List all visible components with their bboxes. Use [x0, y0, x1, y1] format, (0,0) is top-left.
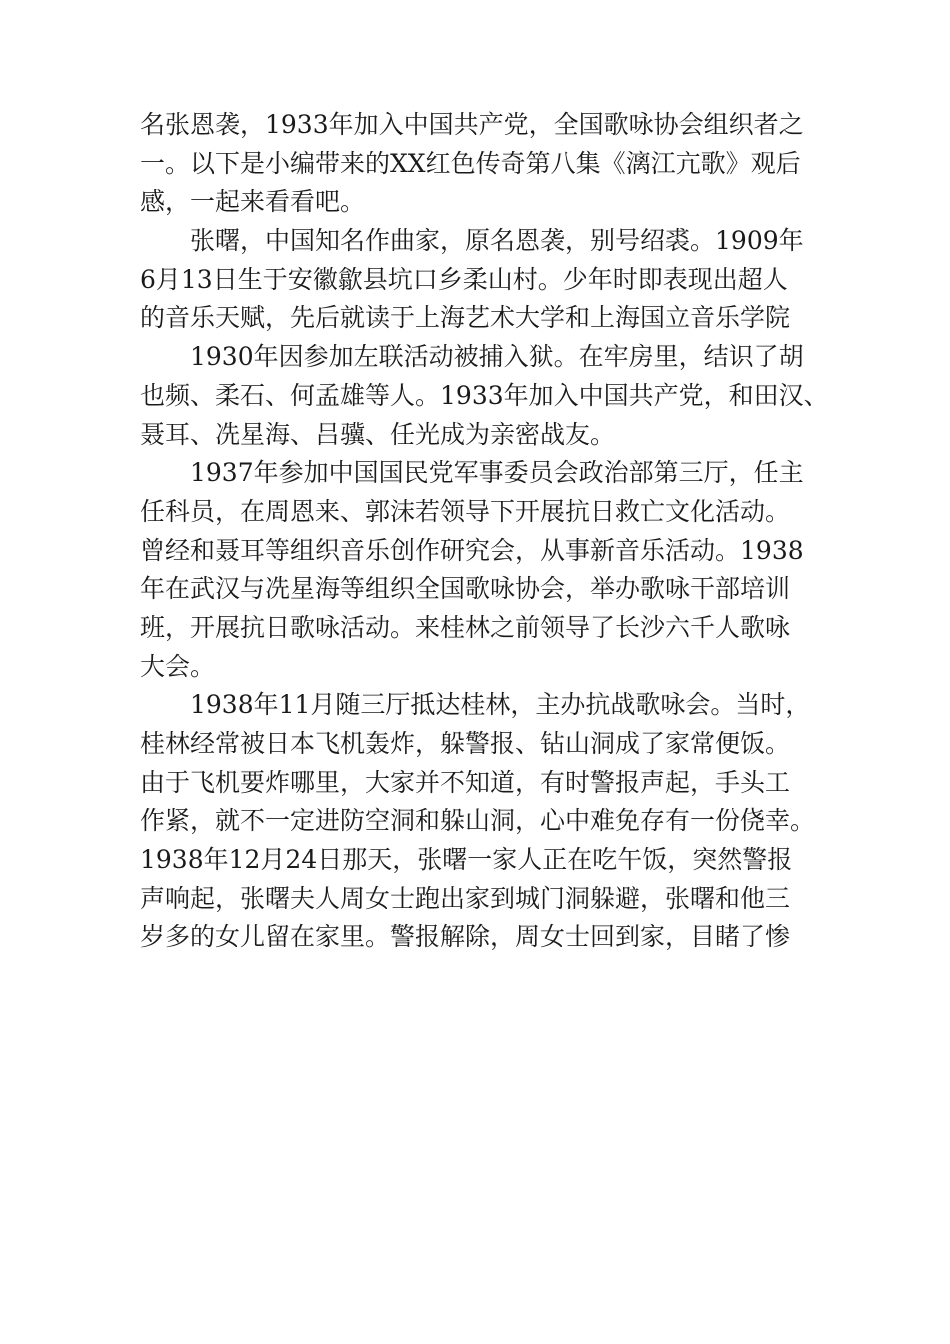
text-line: 一。以下是小编带来的XX红色传奇第八集《漓江亢歌》观后	[140, 148, 801, 178]
text-line: 聂耳、冼星海、吕骥、任光成为亲密战友。	[140, 419, 616, 449]
paragraph-first-line: 1930年因参加左联活动被捕入狱。在牢房里，结识了胡	[190, 342, 804, 372]
text-line: 也频、柔石、何孟雄等人。1933年加入中国共产党，和田汉、	[140, 380, 829, 410]
paragraph-first-line: 张曙，中国知名作曲家，原名恩袭，别号绍裘。1909年	[190, 226, 804, 256]
document-body	[140, 106, 830, 957]
text-line: 大会。	[140, 651, 216, 681]
text-line: 曾经和聂耳等组织音乐创作研究会，从事新音乐活动。1938	[140, 535, 804, 565]
paragraph-first-line: 1938年11月随三厅抵达桂林，主办抗战歌咏会。当时，	[190, 690, 811, 720]
text-line: 1938年12月24日那天，张曙一家人正在吃午饭，突然警报	[140, 845, 793, 875]
text-line: 任科员，在周恩来、郭沫若领导下开展抗日救亡文化活动。	[140, 496, 791, 526]
text-line: 年在武汉与冼星海等组织全国歌咏协会，举办歌咏干部培训	[140, 574, 791, 604]
text-line: 声响起，张曙夫人周女士跑出家到城门洞躲避，张曙和他三	[140, 883, 791, 913]
paragraph-first-line: 1937年参加中国国民党军事委员会政治部第三厅，任主	[190, 458, 804, 488]
text-line: 的音乐天赋，先后就读于上海艺术大学和上海国立音乐学院	[140, 303, 791, 333]
text-line: 作紧，就不一定进防空洞和躲山洞，心中难免存有一份侥幸。	[140, 806, 816, 836]
text-line: 班，开展抗日歌咏活动。来桂林之前领导了长沙六千人歌咏	[140, 612, 791, 642]
text-line: 岁多的女儿留在家里。警报解除，周女士回到家，目睹了惨	[140, 922, 791, 952]
text-line: 感，一起来看看吧。	[140, 187, 366, 217]
text-line: 6月13日生于安徽歙县坑口乡柔山村。少年时即表现出超人	[140, 264, 788, 294]
text-line: 桂林经常被日本飞机轰炸，躲警报、钻山洞成了家常便饭。	[140, 729, 791, 758]
text-line: 由于飞机要炸哪里，大家并不知道，有时警报声起，手头工	[140, 767, 791, 797]
text-line: 名张恩袭，1933年加入中国共产党，全国歌咏协会组织者之	[140, 110, 804, 139]
